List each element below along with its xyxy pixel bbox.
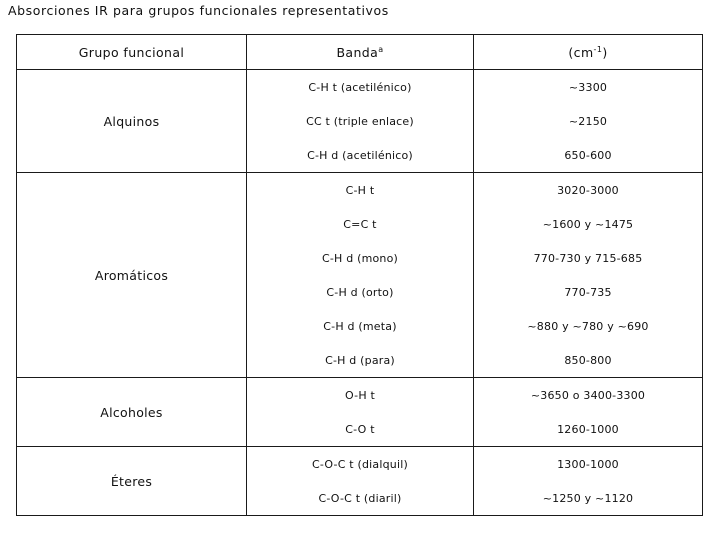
frequency-cell: ~880 y ~780 y ~690 (474, 309, 703, 343)
frequency-cell: 770-735 (474, 275, 703, 309)
frequency-cell: 650-600 (474, 138, 703, 173)
band-cell: C-O-C t (diaril) (247, 481, 474, 516)
frequency-cell: ~3650 o 3400-3300 (474, 378, 703, 413)
frequency-cell: 1300-1000 (474, 447, 703, 482)
table-row (17, 378, 703, 413)
frequency-cell: ~2150 (474, 104, 703, 138)
frequency-cell: ~1250 y ~1120 (474, 481, 703, 516)
header-functional-group: Grupo funcional (17, 35, 247, 70)
table-row (17, 70, 703, 105)
table-row (17, 173, 703, 208)
band-cell: CC t (triple enlace) (247, 104, 474, 138)
header-frequency-exponent: -1 (593, 44, 603, 54)
band-cell: C-O-C t (dialquil) (247, 447, 474, 482)
header-band-footnote-mark: a (378, 44, 384, 54)
group-cell-aromatics: Aromáticos (17, 173, 247, 378)
band-cell: C=C t (247, 207, 474, 241)
page-title: Absorciones IR para grupos funcionales representativos (8, 3, 389, 18)
group-cell-alcohols: Alcoholes (17, 378, 247, 447)
band-cell: O-H t (247, 378, 474, 413)
header-frequency-prefix: (cm (568, 44, 594, 60)
band-cell: C-H t (acetilénico) (247, 70, 474, 105)
group-cell-alkynes: Alquinos (17, 70, 247, 173)
frequency-cell: 1260-1000 (474, 412, 703, 447)
band-cell: C-H t (247, 173, 474, 208)
band-cell: C-H d (para) (247, 343, 474, 378)
band-cell: C-H d (mono) (247, 241, 474, 275)
group-cell-ethers: Éteres (17, 447, 247, 516)
header-frequency-suffix: ) (602, 44, 608, 60)
header-band (247, 35, 474, 70)
table-header-row (17, 35, 703, 70)
band-cell: C-H d (acetilénico) (247, 138, 474, 173)
frequency-cell: 3020-3000 (474, 173, 703, 208)
frequency-cell: ~1600 y ~1475 (474, 207, 703, 241)
table-row (17, 447, 703, 482)
band-cell: C-H d (meta) (247, 309, 474, 343)
frequency-cell: ~3300 (474, 70, 703, 105)
band-cell: C-O t (247, 412, 474, 447)
ir-absorption-table (16, 34, 703, 516)
header-band-label: Banda (336, 44, 379, 60)
frequency-cell: 850-800 (474, 343, 703, 378)
band-cell: C-H d (orto) (247, 275, 474, 309)
frequency-cell: 770-730 y 715-685 (474, 241, 703, 275)
header-frequency (474, 35, 703, 70)
